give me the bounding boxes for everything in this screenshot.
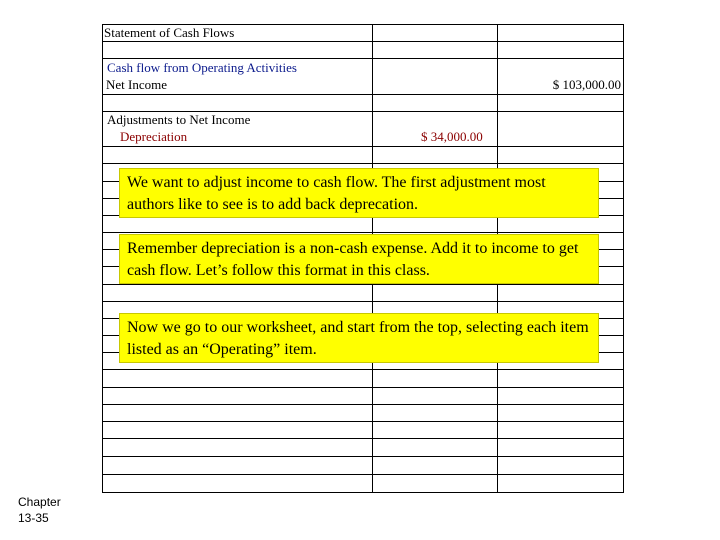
statement-title: Statement of Cash Flows <box>104 25 235 40</box>
row-line <box>103 421 623 422</box>
row-line <box>103 387 623 388</box>
depreciation-label: Depreciation <box>120 129 188 144</box>
row-line <box>103 474 623 475</box>
callout-adjust-income: We want to adjust income to cash flow. The first adjustment most authors like to see is to add back deprecation. <box>119 168 599 218</box>
chapter-label: Chapter <box>18 495 61 509</box>
row-line <box>103 163 623 164</box>
row-line <box>103 146 623 147</box>
adjustments-label: Adjustments to Net Income <box>107 112 251 127</box>
row-line <box>103 284 623 285</box>
row-line <box>103 41 623 42</box>
callout-worksheet-instructions: Now we go to our worksheet, and start from the top, selecting each item listed as an “Operating” item. <box>119 313 599 363</box>
row-line <box>103 301 623 302</box>
callout-noncash-expense: Remember depreciation is a non-cash expense. Add it to income to get cash flow. Let’s follow this format in this class. <box>119 234 599 284</box>
net-income-label: Net Income <box>106 77 168 92</box>
row-line <box>103 438 623 439</box>
operating-activities-heading: Cash flow from Operating Activities <box>107 60 297 75</box>
net-income-value: $ 103,000.00 <box>552 77 621 92</box>
row-line <box>103 404 623 405</box>
row-line <box>103 369 623 370</box>
slide-footer <box>18 494 61 526</box>
row-line <box>103 94 623 95</box>
row-line <box>103 456 623 457</box>
depreciation-value: $ 34,000.00 <box>421 129 483 144</box>
page-number: 13-35 <box>18 511 49 525</box>
row-line <box>103 232 623 233</box>
row-line <box>103 58 623 59</box>
